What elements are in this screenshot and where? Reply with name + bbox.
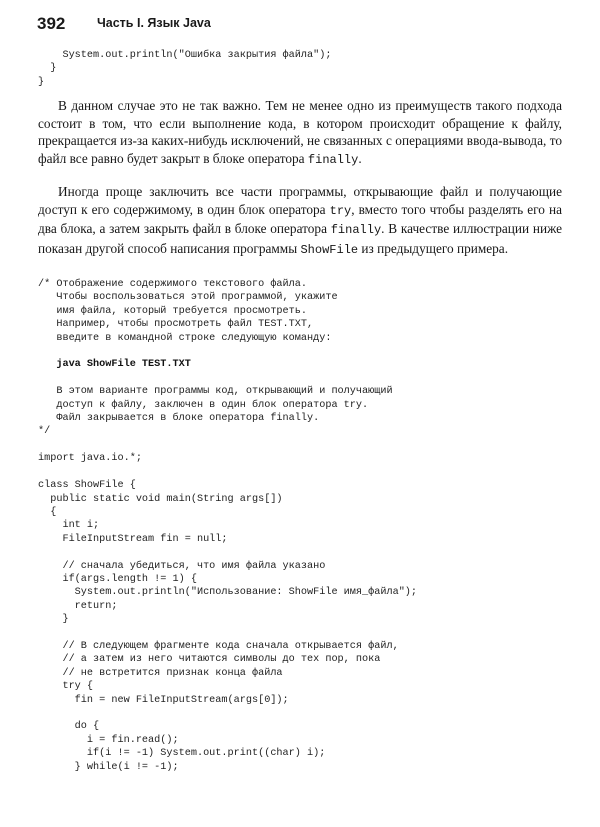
code-line: Файл закрывается в блоке оператора finally. [38,413,320,425]
paragraph-1 [38,97,562,169]
code-line: i = fin.read(); [38,734,179,746]
paragraph-text: , вместо того чтобы разделять его на два блока, а затем закрыть файл в блоке оператора [38,201,562,237]
code-line: } [38,63,57,75]
code-line: // а затем из него читаются символы до тех пор, пока [38,654,381,666]
paragraph-text: из предыдущего примера. [358,240,509,256]
code-line: введите в командной строке следующую команду: [38,332,332,344]
code-line: В этом варианте программы код, открывающий и получающий [38,386,393,398]
code-line: System.out.println("Ошибка закрытия файла"); [38,50,332,61]
code-line: } while(i != -1); [38,761,179,773]
code-line: { [38,506,57,518]
code-line: do { [38,721,100,733]
inline-code: try [329,203,352,218]
code-line: if(args.length != 1) { [38,573,197,585]
code-line: public static void main(String args[]) [38,493,283,505]
code-line: FileInputStream fin = null; [38,533,228,545]
code-line: // сначала убедиться, что имя файла указано [38,560,326,572]
code-line: } [38,614,69,626]
code-listing [38,278,417,774]
code-line: // не встретится признак конца файла [38,667,283,679]
paragraph-text: В данном случае это не так важно. Тем не менее одно из преимуществ такого подхода состоит в том, что если выполнение кода, в котором происходит обращение к файлу, прекращается из-за каких-нибудь исключений, не связанных с операциями ввода-вывода, то файл все равно будет закрыт в блоке оператора [38,98,562,166]
code-line: // В следующем фрагменте кода сначала открывается файл, [38,640,399,652]
paragraph-2 [38,183,562,259]
code-line: Например, чтобы просмотреть файл TEST.TXT, [38,319,314,331]
code-line: } [38,76,45,88]
code-line: int i; [38,520,100,532]
code-command-line: java ShowFile TEST.TXT [38,359,191,371]
paragraph-text: . В качестве иллюстрации ниже показан другой способ написания программы [38,221,562,256]
code-line: System.out.println("Использование: ShowFile имя_файла"); [38,587,418,599]
code-line: import java.io.*; [38,453,142,465]
code-line: fin = new FileInputStream(args[0]); [38,694,289,706]
page-number: 392 [37,14,66,33]
code-line: */ [38,426,51,438]
code-line: имя файла, который требуется просмотреть. [38,305,307,317]
running-head: Часть I. Язык Java [97,16,211,30]
inline-code: finally [307,152,359,167]
code-line: return; [38,600,118,612]
code-line: class ShowFile { [38,480,136,492]
code-line: if(i != -1) System.out.print((char) i); [38,748,326,760]
paragraph-text: . [358,150,362,166]
inline-code: ShowFile [300,242,359,257]
code-line: /* Отображение содержимого текстового файла. [38,279,307,290]
code-fragment-top [38,49,331,89]
code-line: доступ к файлу, заключен в один блок оператора try. [38,399,369,411]
inline-code: finally [330,223,382,238]
code-line: Чтобы воспользоваться этой программой, укажите [38,292,338,304]
code-line: try { [38,681,94,693]
paragraph-text: Иногда проще заключить все части программы, открывающие файл и получающие доступ к его содержимому, в один блок оператора [38,184,562,217]
